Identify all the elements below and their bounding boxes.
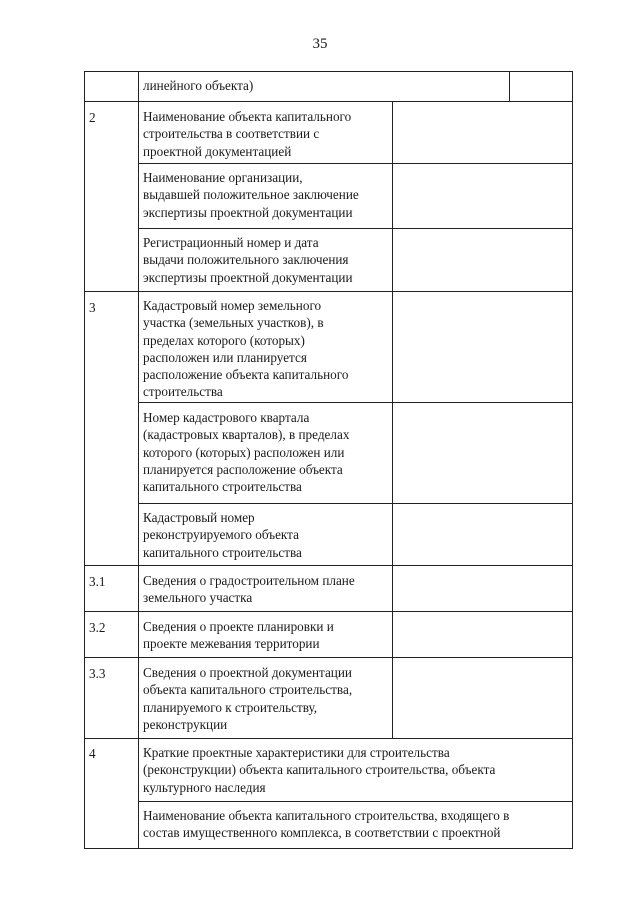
label-line: Наименование объекта капитального строительства, входящего в: [143, 808, 510, 823]
row-number: 3.1: [89, 574, 106, 589]
table-rule: [84, 291, 573, 292]
label-line: расположен или планируется: [143, 349, 307, 365]
row-label: [143, 618, 334, 653]
row-label: [143, 409, 349, 495]
label-line: культурного наследия: [143, 779, 266, 795]
table-rule: [392, 101, 393, 739]
table-rule: [138, 402, 573, 403]
row-label: [143, 108, 351, 160]
row-number: 3.3: [89, 666, 106, 681]
table-rule: [84, 101, 573, 102]
table-rule: [84, 71, 85, 849]
label-line: экспертизы проектной документации: [143, 269, 353, 285]
row-label: [143, 572, 355, 607]
label-line: Сведения о проектной документации: [143, 665, 352, 680]
label-line: Сведения о проекте планировки и: [143, 619, 334, 634]
table-rule: [138, 801, 573, 802]
label-line: строительства в соответствии с: [143, 126, 320, 142]
label-line: Регистрационный номер и дата: [143, 235, 319, 250]
label-line: выдачи положительного заключения: [143, 252, 349, 268]
table-rule: [509, 71, 510, 102]
page-number: 35: [312, 36, 328, 52]
row-label: [143, 509, 302, 561]
label-line: капитального строительства: [143, 479, 302, 495]
label-line: реконструируемого объекта: [143, 527, 299, 543]
table-rule: [138, 71, 139, 849]
table-rule: [84, 657, 573, 658]
row-label: [143, 234, 353, 286]
row-number: 2: [89, 110, 96, 125]
label-line: капитального строительства: [143, 544, 302, 560]
table-rule: [572, 71, 573, 849]
label-line: Наименование организации,: [143, 170, 303, 185]
data-table: [84, 71, 573, 849]
label-line: пределах которого (которых): [143, 332, 305, 348]
label-line: Кадастровый номер земельного: [143, 298, 322, 313]
row-number: 3.2: [89, 620, 106, 635]
row-label: [143, 807, 509, 842]
table-rule: [138, 503, 573, 504]
label-line: проектной документацией: [143, 143, 292, 159]
label-line: Сведения о градостроительном плане: [143, 573, 355, 588]
label-line: расположение объекта капитального: [143, 367, 349, 383]
label-line: (кадастровых кварталов), в пределах: [143, 427, 350, 443]
label-line: участка (земельных участков), в: [143, 315, 324, 331]
row-label: [143, 297, 348, 401]
row-label: [143, 744, 495, 796]
label-line: (реконструкции) объекта капитального строительства, объекта: [143, 762, 496, 778]
label-line: Кадастровый номер: [143, 510, 255, 525]
table-rule: [84, 848, 573, 849]
row-label: [143, 169, 359, 221]
label-line: планируется расположение объекта: [143, 461, 343, 477]
label-line: планируемого к строительству,: [143, 699, 318, 715]
label-line: Номер кадастрового квартала: [143, 410, 310, 425]
label-line: экспертизы проектной документации: [143, 204, 353, 220]
label-line: земельного участка: [143, 590, 253, 606]
label-line: линейного объекта): [143, 78, 254, 93]
label-line: объекта капитального строительства,: [143, 682, 353, 698]
label-line: Наименование объекта капитального: [143, 109, 352, 124]
table-rule: [84, 611, 573, 612]
table-rule: [84, 565, 573, 566]
row-number: 4: [89, 746, 96, 761]
row-label: [143, 77, 253, 94]
table-rule: [138, 228, 573, 229]
label-line: состав имущественного комплекса, в соответствии с проектной: [143, 825, 501, 841]
table-rule: [84, 71, 573, 72]
table-rule: [84, 738, 573, 739]
row-label: [143, 664, 352, 733]
label-line: проекте межевания территории: [143, 636, 320, 652]
label-line: реконструкции: [143, 716, 228, 732]
label-line: выдавшей положительное заключение: [143, 187, 359, 203]
row-number: 3: [89, 300, 96, 315]
label-line: Краткие проектные характеристики для строительства: [143, 745, 450, 760]
table-rule: [138, 163, 573, 164]
label-line: которого (которых) расположен или: [143, 444, 345, 460]
label-line: строительства: [143, 384, 223, 400]
